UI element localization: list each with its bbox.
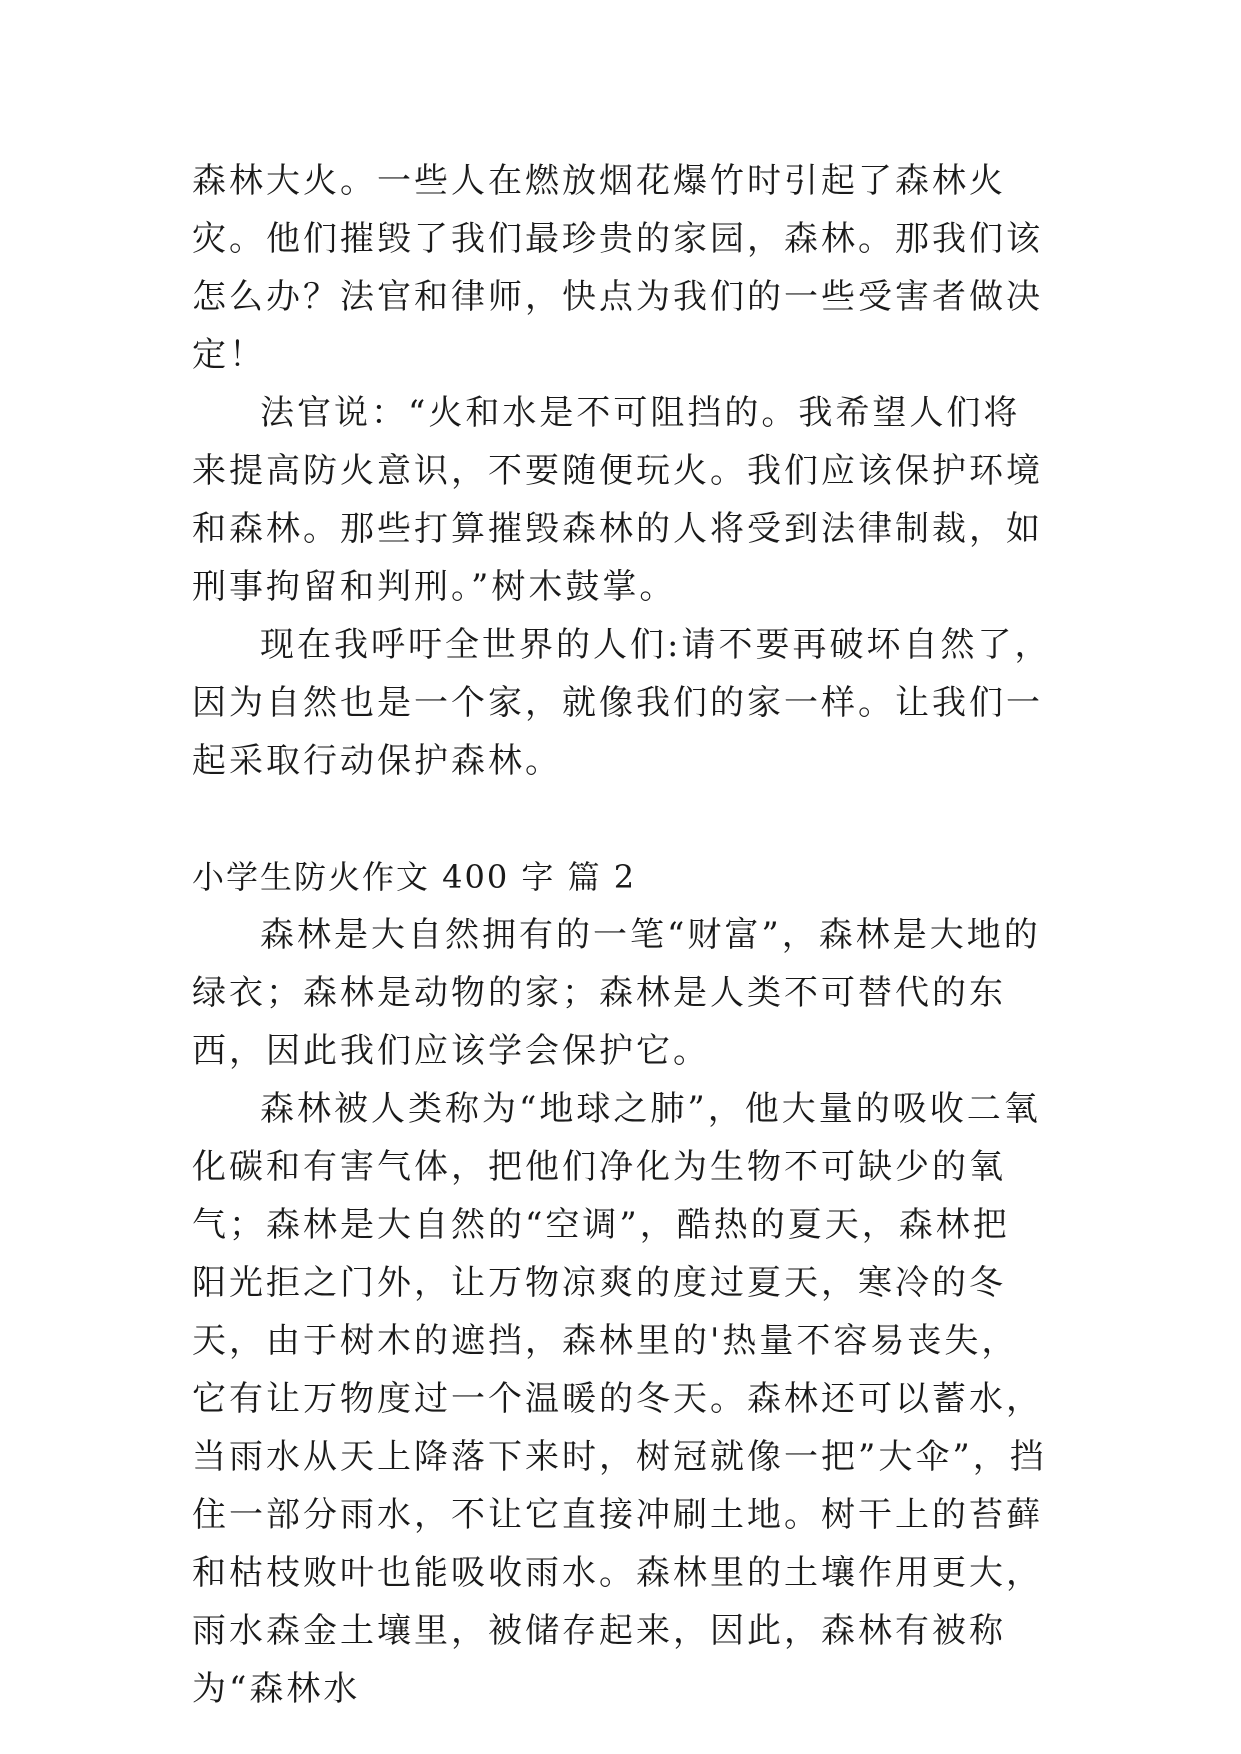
section-heading: 小学生防火作文 400 字 篇 2 [192,858,637,896]
paragraph-judge-speech: 法官说：“火和水是不可阻挡的。我希望人们将来提高防火意识，不要随便玩火。我们应该保护环境和森林。那些打算摧毁森林的人将受到法律制裁，如刑事拘留和判刑。”树木鼓掌。 [192,393,1043,607]
paragraph-forest-fire: 森林大火。一些人在燃放烟花爆竹时引起了森林火灾。他们摧毁了我们最珍贵的家园，森林。那我们该怎么办？法官和律师，快点为我们的一些受害者做决定！ [192,161,1043,375]
paragraph-forest-lungs: 森林被人类称为“地球之肺”，他大量的吸收二氧化碳和有害气体，把他们净化为生物不可缺少的氧气；森林是大自然的“空调”，酷热的夏天，森林把 阳光拒之门外，让万物凉爽的度过夏天，寒冷的冬天，由于树木的遮挡，森林里的'热量不容易丧失，它有让万物度过一个温暖的冬天。森林还可以蓄水，当雨水从天上降落下来时，树冠就像一把”大伞”，挡住一部分雨水，不让它直接冲刷土地。树干上的苔藓和枯枝败叶也能吸收雨水。森林里的土壤作用更大，雨水森金土壤里，被储存起来，因此，森林有被称为“森林水 [192,1089,1047,1709]
paragraph-appeal: 现在我呼吁全世界的人们:请不要再破坏自然了，因为自然也是一个家，就像我们的家一样。让我们一起采取行动保护森林。 [192,625,1052,781]
document-body [192,152,1052,1718]
paragraph-forest-wealth: 森林是大自然拥有的一笔“财富”，森林是大地的绿衣；森林是动物的家；森林是人类不可替代的东西，因此我们应该学会保护它。 [192,915,1041,1071]
